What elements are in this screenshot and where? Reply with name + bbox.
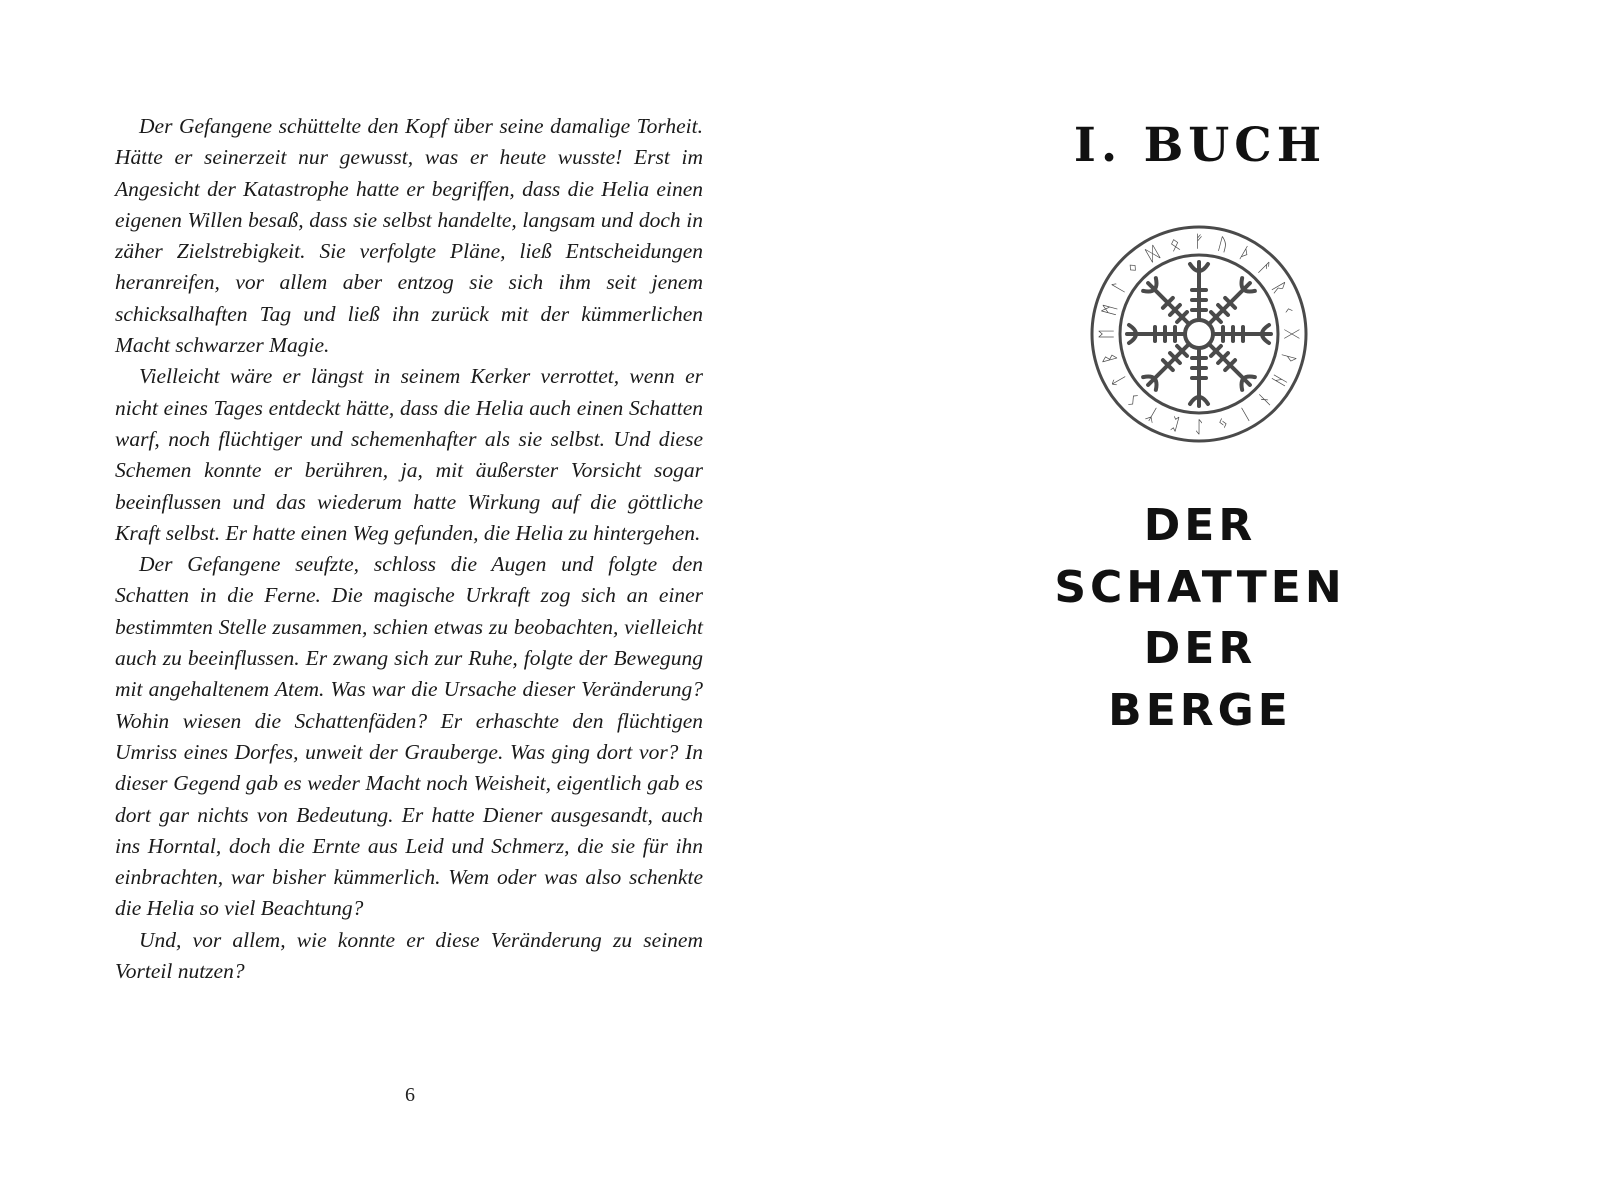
rune-glyph: ᛟ <box>1167 234 1183 257</box>
book-label: I. BUCH <box>1073 118 1327 173</box>
rune-glyph: ᚱ <box>1267 278 1290 298</box>
rune-glyph: ᚹ <box>1276 350 1299 366</box>
page-number: 6 <box>405 1084 415 1106</box>
title-line: SCHATTEN <box>1054 561 1346 613</box>
paragraph: Der Gefangene seufzte, schloss die Augen und folgte den Schatten in die Ferne. Die magische Urkraft zog sich an einer bestimmten Stelle zusammen, schien etwas zu beobachten, vielleicht auch zu beeinflussen. Er zwang sich zur Ruhe, folgte der Bewegung mit angehaltenem Atem. Was war die Ursache dieser Veränderung? Wohin wiesen die Schattenfäden? Er erhaschte den flüchtigen Umriss eines Dorfes, unweit der Grauberge. Was ging dort vor? In dieser Gegend gab es weder Macht noch Weisheit, eigentlich gab es dort gar nichts von Bedeutung. Er hatte Diener ausgesandt, auch ins Horntal, doch die Ernte aus Leid und Schmerz, die sie für ihn einbrachten, war bisher kümmerlich. Wem oder was also schenkte die Helia so viel Beachtung? <box>115 552 703 921</box>
rune-glyph: ᛗ <box>1099 302 1122 318</box>
rune-glyph: ᛒ <box>1099 350 1122 366</box>
rune-glyph: ᚦ <box>1235 243 1255 266</box>
aegishjalmur-rune-circle-icon <box>1088 223 1310 445</box>
title-line: DER <box>1143 500 1257 551</box>
rune-glyph: ᛖ <box>1097 328 1117 340</box>
rune-glyph: ᛚ <box>1108 278 1131 298</box>
paragraph: Der Gefangene schüttelte den Kopf über seine damalige Torheit. Hätte er seinerzeit nur gewusst, was er heute wusste! Erst im Angesicht der Katastrophe hatte er begriffen, dass die Helia einen eigenen Willen besaß, dass sie selbst handelte, langsam und doch in zäher Zielstrebigkeit. Sie verfolgte Pläne, ließ Entscheidungen heranreifen, vor allem aber entzog sie sich ihm seit jenem schicksalhaften Tag und ließ ihn zurück mit der kümmerlichen Macht schwarzer Magie. <box>115 114 703 358</box>
rune-glyph: ᛈ <box>1167 411 1183 434</box>
rune-glyph: ᚢ <box>1215 234 1231 257</box>
rune-glyph: ᛊ <box>1123 388 1145 410</box>
rune-glyph: ᛏ <box>1108 370 1131 390</box>
paragraph: Und, vor allem, wie konnte er diese Veränderung zu seinem Vorteil nutzen? <box>115 927 703 984</box>
rune-glyph: ᚠ <box>1193 232 1205 252</box>
rune-glyph: ᚺ <box>1267 370 1290 390</box>
rune-glyph: ᛜ <box>1123 258 1145 280</box>
rune-glyph: ᚲ <box>1276 302 1299 318</box>
rune-glyph: ᚾ <box>1253 388 1275 410</box>
paragraph: Vielleicht wäre er längst in seinem Kerker verrottet, wenn er nicht eines Tages entdeckt hätte, dass die Helia auch einen Schatten warf, noch flüchtiger und schemenhafter als sie selbst. Und diese Schemen konnte er berühren, ja, mit äußerster Vorsicht sogar beeinflussen und das wiederum hatte Wirkung auf die göttliche Kraft selbst. Er hatte einen Weg gefunden, die Helia zu hintergehen. <box>115 364 703 545</box>
rune-glyph: ᛃ <box>1215 411 1231 434</box>
title-line: DER <box>1143 623 1257 674</box>
body-text <box>115 111 703 987</box>
rune-glyph: ᛉ <box>1143 402 1163 425</box>
rune-glyph: ᛞ <box>1143 243 1163 266</box>
rune-glyph: ᚷ <box>1281 328 1301 340</box>
rune-glyph: ᛇ <box>1193 416 1205 436</box>
rune-glyph: ᚨ <box>1253 258 1275 280</box>
title-line: BERGE <box>1108 684 1292 736</box>
book-title <box>800 495 1600 741</box>
rune-glyph: ᛁ <box>1235 402 1255 425</box>
right-page <box>800 0 1600 1186</box>
